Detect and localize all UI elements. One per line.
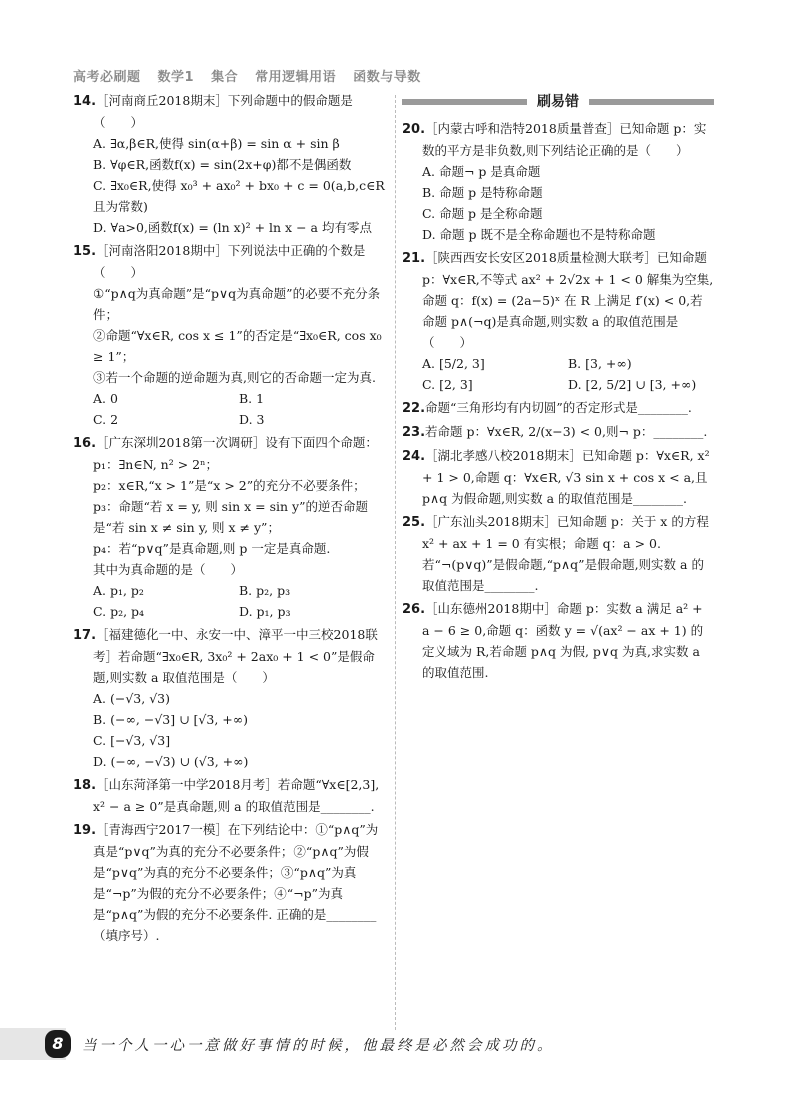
question-number: 16. xyxy=(73,436,97,451)
running-header xyxy=(73,66,433,85)
question-text: ［山东德州2018期中］命题 p：实数 a 满足 a² + a − 6 ≥ 0,命题 q：函数 y = √(ax² − ax + 1) 的定义域为 R,若命题 p∧q 为假, p∨q 为真,求实数 a 的取值范围. xyxy=(422,601,704,680)
statement-2: ②命题“∀x∈R, cos x ≤ 1”的否定是“∃x₀∈R, cos x₀ ≥ 1”； xyxy=(93,328,382,364)
option-b: B. 1 xyxy=(239,391,265,406)
question-25 xyxy=(402,511,714,596)
option-b: B. 命题 p 是特称命题 xyxy=(422,185,543,200)
option-c: C. [2, 3] xyxy=(422,377,473,392)
proposition-p2: p₂：x∈R,“x > 1”是“x > 2”的充分不必要条件； xyxy=(93,478,366,493)
question-24 xyxy=(402,445,714,509)
question-15 xyxy=(73,240,385,430)
proposition-p1: p₁：∃n∈N, n² > 2ⁿ； xyxy=(93,457,219,472)
question-21 xyxy=(402,247,714,395)
question-text: 若命题 p：∀x∈R, 2/(x−3) < 0,则¬ p：________. xyxy=(425,424,708,439)
question-17 xyxy=(73,624,385,772)
question-number: 23. xyxy=(402,425,426,440)
left-column xyxy=(73,90,385,948)
question-26 xyxy=(402,598,714,683)
section-title: 刷易错 xyxy=(537,93,579,110)
question-text: ［青海西宁2017一模］在下列结论中：①“p∧q”为真是“p∨q”为真的充分不必要条件；②“p∧q”为假是“p∨q”为真的充分不必要条件；③“p∧q”为真是“¬p”为假的充分不必要条件；④“¬p”为真是“p∧q”为假的充分不必要条件. 正确的是________（填序号）. xyxy=(93,822,379,943)
option-b: B. p₂, p₃ xyxy=(239,583,291,598)
proposition-p3: p₃：命题“若 x = y, 则 sin x = sin y”的逆否命题是“若 sin x ≠ sin y, 则 x ≠ y”； xyxy=(93,499,368,535)
question-number: 15. xyxy=(73,244,97,259)
question-23 xyxy=(402,421,714,443)
question-22 xyxy=(402,397,714,419)
option-d: D. ∀a>0,函数f(x) = (ln x)² + ln x − a 均有零点 xyxy=(93,220,372,235)
question-text: ［陕西西安长安区2018质量检测大联考］已知命题 p：∀x∈R,不等式 ax² + 2√2x + 1 < 0 解集为空集,命题 q：f(x) = (2a−5)ˣ 在 R 上满足 f′(x) < 0,若命题 p∧(¬q)是真命题,则实数 a 的取值范围是（ ） xyxy=(422,250,714,350)
header-item: 常用逻辑用语 xyxy=(255,70,337,85)
question-number: 18. xyxy=(73,778,97,793)
proposition-p4: p₄：若“p∨q”是真命题,则 p 一定是真命题. xyxy=(93,541,331,556)
option-d: D. 命题 p 既不是全称命题也不是特称命题 xyxy=(422,227,656,242)
question-text: 命题“三角形均有内切圆”的否定形式是________. xyxy=(425,400,692,415)
section-rule xyxy=(589,99,714,105)
footer-motto: 当一个人一心一意做好事情的时候，他最终是必然会成功的。 xyxy=(82,1038,555,1054)
option-a: A. (−√3, √3) xyxy=(93,691,170,706)
header-item: 高考必刷题 xyxy=(73,70,141,85)
option-a: A. p₁, p₂ xyxy=(93,583,144,598)
question-18 xyxy=(73,774,385,817)
page-number: 8 xyxy=(45,1030,71,1058)
question-number: 21. xyxy=(402,251,426,266)
question-text: ［河南商丘2018期末］下列命题中的假命题是（ ） xyxy=(93,93,353,130)
option-d: D. p₁, p₃ xyxy=(239,604,291,619)
question-number: 26. xyxy=(402,602,426,617)
question-number: 14. xyxy=(73,94,97,109)
statement-1: ①“p∧q为真命题”是“p∨q为真命题”的必要不充分条件； xyxy=(93,286,381,322)
column-divider xyxy=(395,95,396,1030)
question-number: 20. xyxy=(402,122,426,137)
question-number: 24. xyxy=(402,449,426,464)
header-item: 数学1 xyxy=(157,70,195,85)
option-b: B. ∀φ∈R,函数f(x) = sin(2x+φ)都不是偶函数 xyxy=(93,157,352,172)
question-text: ［福建德化一中、永安一中、漳平一中三校2018联考］若命题“∃x₀∈R, 3x₀² + 2ax₀ + 1 < 0”是假命题,则实数 a 取值范围是（ ） xyxy=(93,627,378,685)
question-14 xyxy=(73,90,385,238)
question-number: 19. xyxy=(73,823,97,838)
right-column xyxy=(402,90,714,685)
option-c: C. 命题 p 是全称命题 xyxy=(422,206,543,221)
option-b: B. (−∞, −√3] ∪ [√3, +∞) xyxy=(93,712,249,727)
option-d: D. 3 xyxy=(239,412,265,427)
header-item: 集合 xyxy=(211,70,239,85)
option-c: C. p₂, p₄ xyxy=(93,604,145,619)
question-text: ［湖北孝感八校2018期末］已知命题 p：∀x∈R, x² + 1 > 0,命题 q：∀x∈R, √3 sin x + cos x < a,且 p∧q 为假命题,则实数 a 的取值范围是________. xyxy=(422,448,710,506)
option-c: C. [−√3, √3] xyxy=(93,733,171,748)
option-a: A. 0 xyxy=(93,391,118,406)
section-header xyxy=(402,90,714,114)
question-number: 22. xyxy=(402,401,426,416)
option-d: D. (−∞, −√3) ∪ (√3, +∞) xyxy=(93,754,249,769)
question-19 xyxy=(73,819,385,946)
question-prompt: 其中为真命题的是（ ） xyxy=(93,562,244,577)
question-text: ［广东汕头2018期末］已知命题 p：关于 x 的方程 x² + ax + 1 = 0 有实根；命题 q：a > 0. 若“¬(p∨q)”是假命题,“p∧q”是假命题,则实数 a 的取值范围是________. xyxy=(422,514,709,593)
option-a: A. 命题¬ p 是真命题 xyxy=(422,164,541,179)
question-20 xyxy=(402,118,714,245)
question-number: 25. xyxy=(402,515,426,530)
option-a: A. ∃α,β∈R,使得 sin(α+β) = sin α + sin β xyxy=(93,136,340,151)
question-text: ［内蒙古呼和浩特2018质量普查］已知命题 p：实数的平方是非负数,则下列结论正确的是（ ） xyxy=(422,121,707,158)
option-c: C. 2 xyxy=(93,412,119,427)
statement-3: ③若一个命题的逆命题为真,则它的否命题一定为真. xyxy=(93,370,376,385)
question-text: ［广东深圳2018第一次调研］设有下面四个命题： xyxy=(96,435,378,450)
question-text: ［河南洛阳2018期中］下列说法中正确的个数是（ ） xyxy=(93,243,366,280)
option-c: C. ∃x₀∈R,使得 x₀³ + ax₀² + bx₀ + c = 0(a,b,c∈R 且为常数) xyxy=(93,178,385,214)
option-d: D. [2, 5/2] ∪ [3, +∞) xyxy=(568,377,697,392)
option-b: B. [3, +∞) xyxy=(568,356,632,371)
option-a: A. [5/2, 3] xyxy=(422,356,485,371)
section-rule xyxy=(402,99,527,105)
question-16 xyxy=(73,432,385,622)
header-item: 函数与导数 xyxy=(353,70,421,85)
question-number: 17. xyxy=(73,628,97,643)
question-text: ［山东菏泽第一中学2018月考］若命题“∀x∈[2,3], x² − a ≥ 0”是真命题,则 a 的取值范围是________. xyxy=(93,777,380,814)
